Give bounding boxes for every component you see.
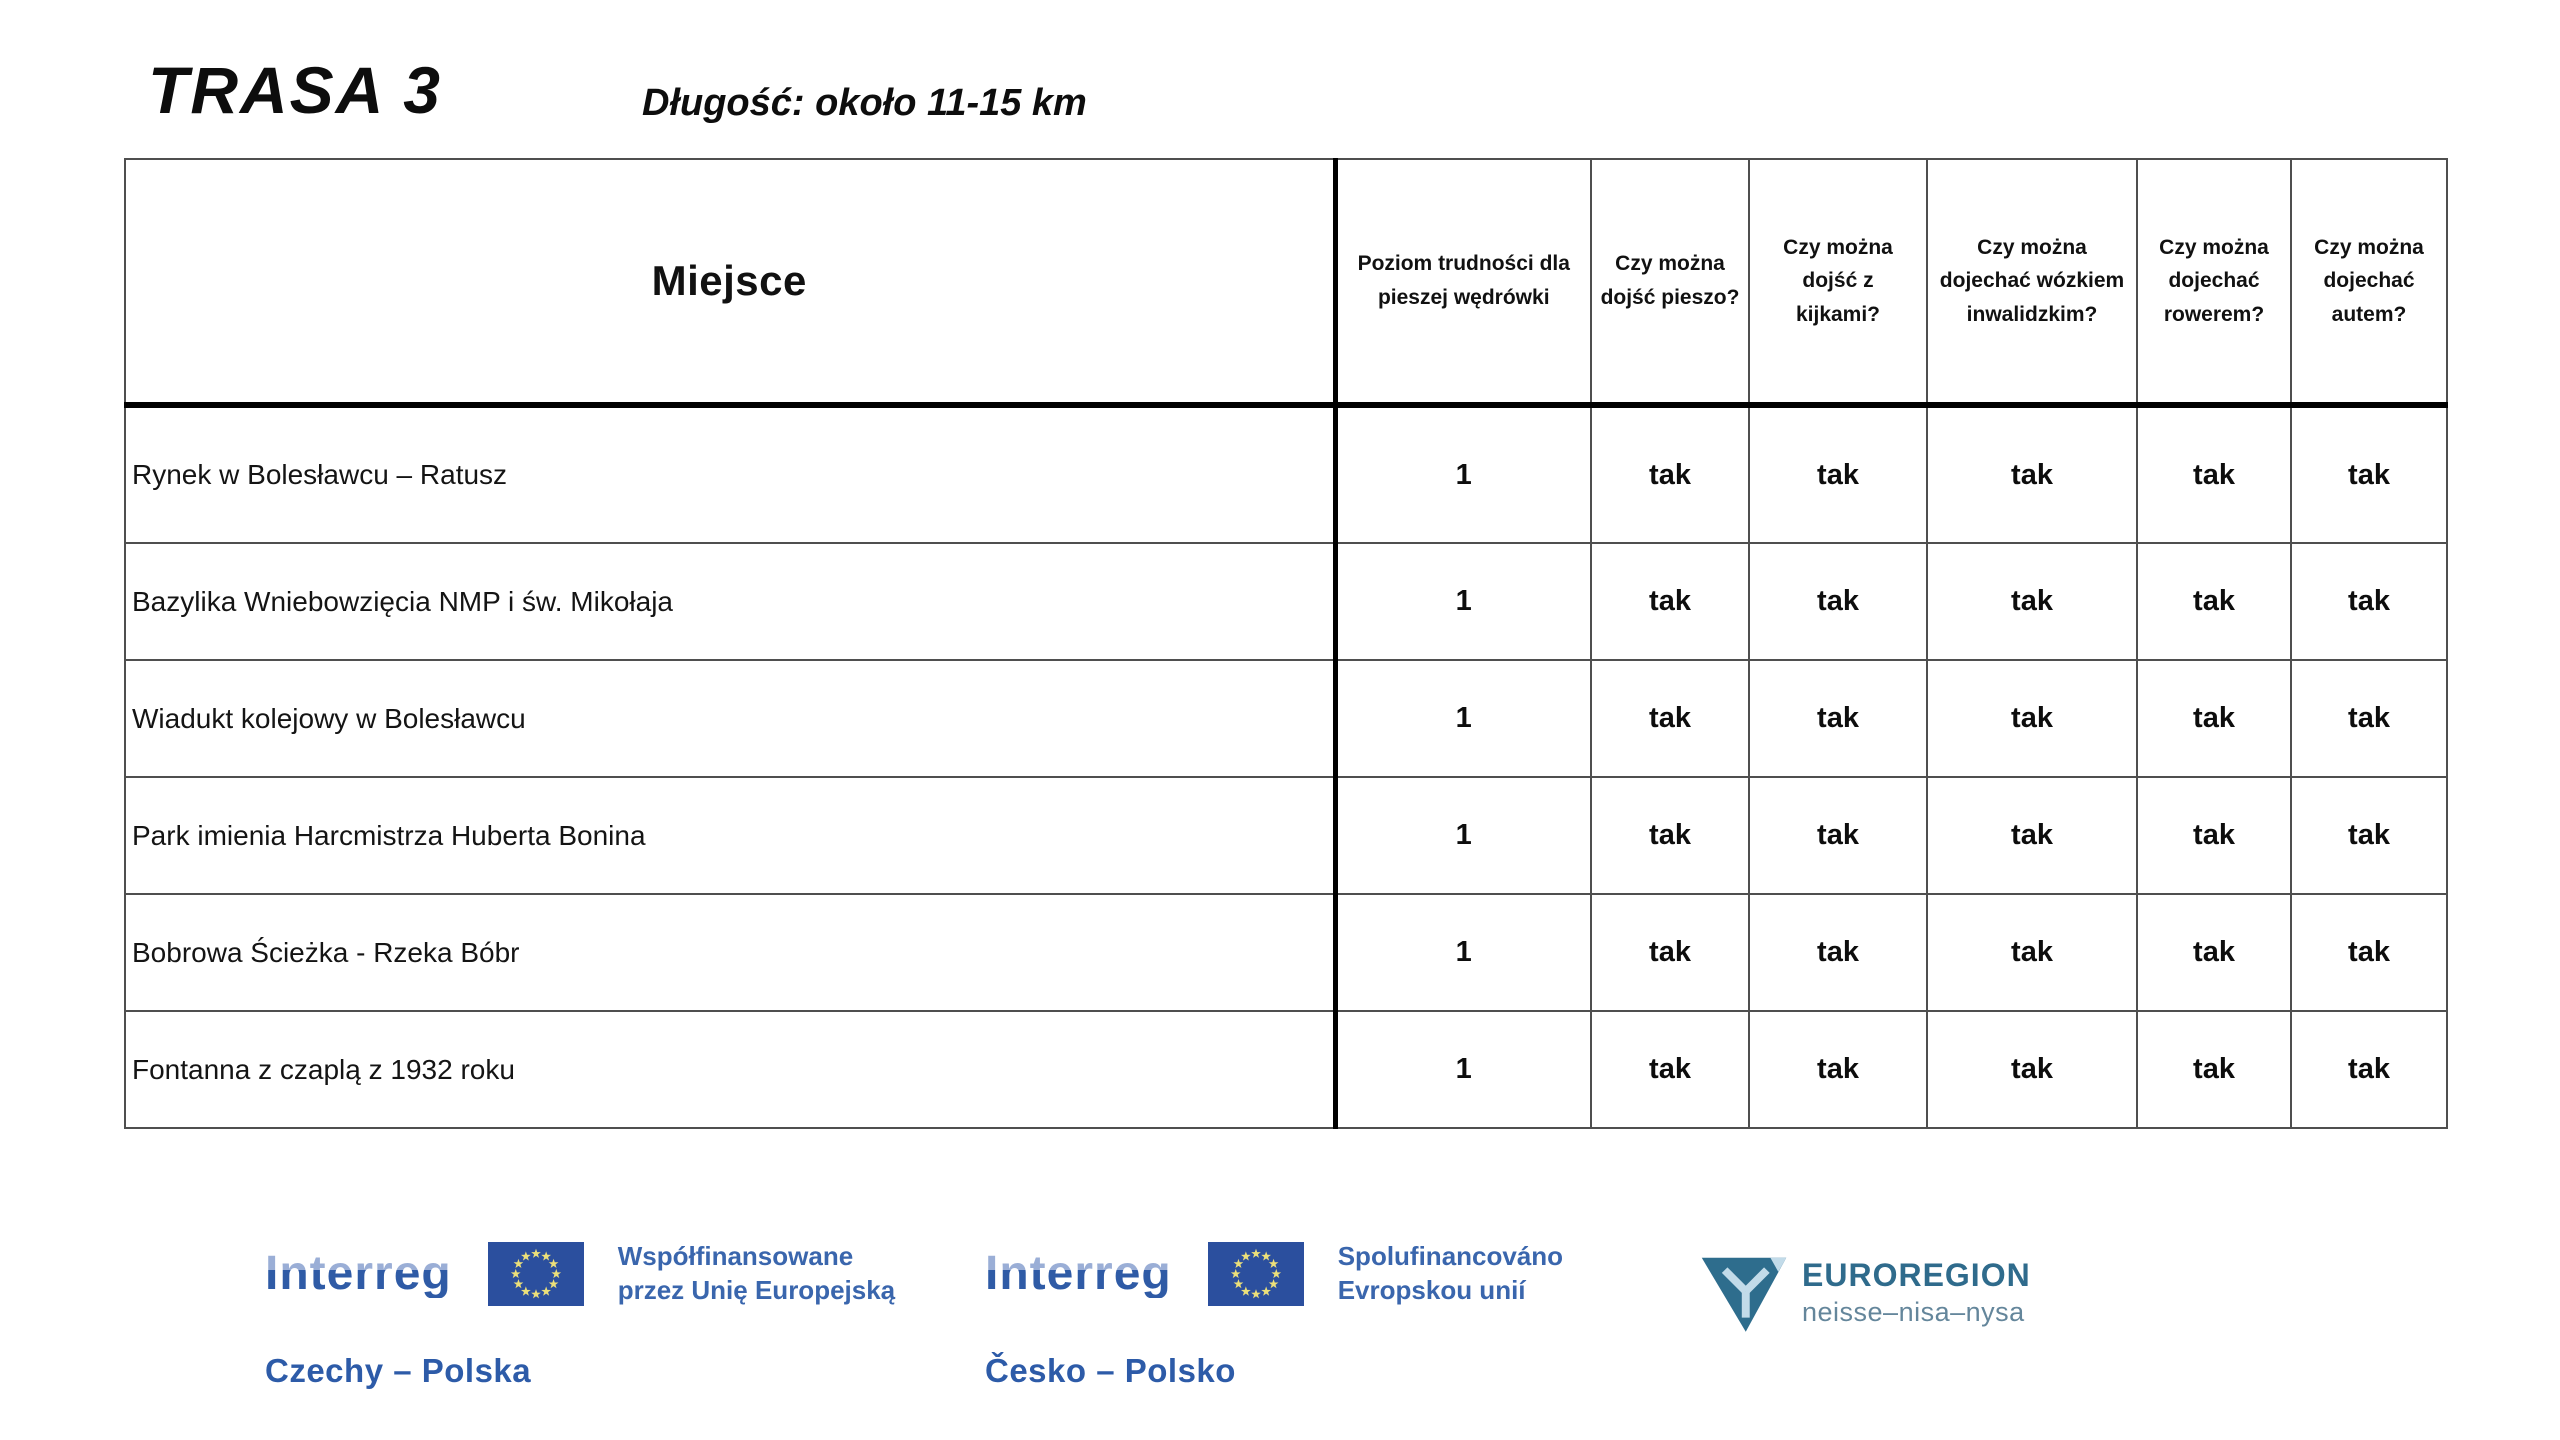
difficulty-cell: 1: [1335, 405, 1591, 543]
difficulty-cell: 1: [1335, 777, 1591, 894]
car-cell: tak: [2291, 660, 2447, 777]
place-cell: Fontanna z czaplą z 1932 roku: [125, 1011, 1335, 1128]
table-row: [125, 894, 2447, 1011]
interreg-wordmark: Interreg: [265, 1246, 452, 1300]
header-miejsce: Miejsce: [125, 159, 1335, 405]
table-header-row: [125, 159, 2447, 405]
walk-cell: tak: [1591, 405, 1749, 543]
difficulty-cell: 1: [1335, 894, 1591, 1011]
cofinance-text: Współfinansowane przez Unię Europejską: [617, 1241, 896, 1305]
page-title: TRASA 3: [148, 53, 442, 127]
table-row: [125, 405, 2447, 543]
table-row: [125, 543, 2447, 660]
table-row: [125, 660, 2447, 777]
header-poles: Czy można dojść z kijkami?: [1749, 159, 1927, 405]
cofinance-text: Spolufinancováno Evropskou unií: [1337, 1241, 1564, 1305]
car-cell: tak: [2291, 894, 2447, 1011]
poles-cell: tak: [1749, 543, 1927, 660]
walk-cell: tak: [1591, 660, 1749, 777]
wheelchair-cell: tak: [1927, 777, 2137, 894]
interreg-wordmark: Interreg: [985, 1246, 1172, 1300]
place-cell: Rynek w Bolesławcu – Ratusz: [125, 405, 1335, 543]
bike-cell: tak: [2137, 777, 2291, 894]
car-cell: tak: [2291, 543, 2447, 660]
table-row: [125, 777, 2447, 894]
difficulty-cell: 1: [1335, 660, 1591, 777]
euroregion-name: EUROREGION: [1802, 1257, 2031, 1294]
poles-cell: tak: [1749, 777, 1927, 894]
interreg-pl-logo-block: [265, 1240, 895, 1390]
header-wheelchair: Czy można dojechać wózkiem inwalidzkim?: [1927, 159, 2137, 405]
bike-cell: tak: [2137, 405, 2291, 543]
place-cell: Wiadukt kolejowy w Bolesławcu: [125, 660, 1335, 777]
wheelchair-cell: tak: [1927, 543, 2137, 660]
bike-cell: tak: [2137, 1011, 2291, 1128]
car-cell: tak: [2291, 777, 2447, 894]
car-cell: tak: [2291, 1011, 2447, 1128]
poles-cell: tak: [1749, 660, 1927, 777]
poles-cell: tak: [1749, 405, 1927, 543]
route-length-subtitle: Długość: około 11-15 km: [642, 82, 1087, 124]
poles-cell: tak: [1749, 1011, 1927, 1128]
place-cell: Bazylika Wniebowzięcia NMP i św. Mikołaja: [125, 543, 1335, 660]
poles-cell: tak: [1749, 894, 1927, 1011]
difficulty-cell: 1: [1335, 543, 1591, 660]
walk-cell: tak: [1591, 1011, 1749, 1128]
walk-cell: tak: [1591, 543, 1749, 660]
difficulty-cell: 1: [1335, 1011, 1591, 1128]
euroregion-subname: neisse–nisa–nysa: [1802, 1296, 2025, 1327]
place-cell: Bobrowa Ścieżka - Rzeka Bóbr: [125, 894, 1335, 1011]
table-row: [125, 1011, 2447, 1128]
wheelchair-cell: tak: [1927, 405, 2137, 543]
bike-cell: tak: [2137, 543, 2291, 660]
wheelchair-cell: tak: [1927, 1011, 2137, 1128]
wheelchair-cell: tak: [1927, 660, 2137, 777]
eu-flag-icon: [488, 1242, 584, 1306]
walk-cell: tak: [1591, 777, 1749, 894]
program-name: Česko – Polsko: [985, 1351, 1236, 1389]
interreg-cz-logo-block: [985, 1240, 1563, 1390]
eu-flag-icon: [1208, 1242, 1304, 1306]
place-cell: Park imienia Harcmistrza Huberta Bonina: [125, 777, 1335, 894]
wheelchair-cell: tak: [1927, 894, 2137, 1011]
route-table: [124, 158, 2448, 1129]
walk-cell: tak: [1591, 894, 1749, 1011]
car-cell: tak: [2291, 405, 2447, 543]
header-bike: Czy można dojechać rowerem?: [2137, 159, 2291, 405]
bike-cell: tak: [2137, 894, 2291, 1011]
header-difficulty: Poziom trudności dla pieszej wędrówki: [1335, 159, 1591, 405]
euroregion-triangle-icon: [1700, 1252, 1788, 1334]
header-walk: Czy można dojść pieszo?: [1591, 159, 1749, 405]
bike-cell: tak: [2137, 660, 2291, 777]
euroregion-logo-block: [1700, 1252, 2031, 1334]
program-name: Czechy – Polska: [265, 1351, 532, 1389]
header-car: Czy można dojechać autem?: [2291, 159, 2447, 405]
